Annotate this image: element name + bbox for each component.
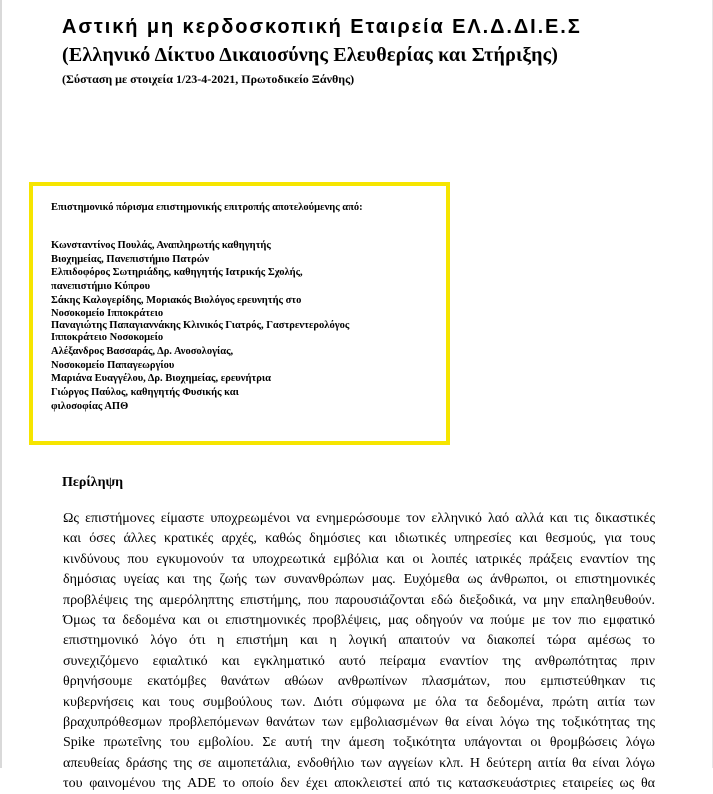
organization-title: Αστική μη κερδοσκοπική Εταιρεία ΕΛ.Δ.ΔΙ.Ε.Σ — [62, 16, 582, 38]
summary-line: κυβερνήσεις και τους συμβούλους των. Διότι σύμφωνα με όλα τα δεδομένα, πρώτη αιτία των — [63, 694, 655, 710]
committee-member-line: Βιοχημείας, Πανεπιστήμιο Πατρών — [51, 253, 210, 265]
summary-line: βραχυπρόθεσμων προβλεπόμενων θανάτων των εμβολιασμένων θα είναι λόγω της τοξικότητας της — [63, 714, 655, 730]
committee-member-line: Κωνσταντίνος Πουλάς, Αναπληρωτής καθηγητής — [51, 240, 271, 251]
committee-heading: Επιστημονικό πόρισμα επιστημονικής επιτροπής αποτελούμενης από: — [51, 202, 363, 213]
committee-member-line: Παναγιώτης Παπαγιαννάκης Κλινικός Γιατρός, Γαστρεντερολόγος — [51, 320, 350, 332]
summary-line: Ως επιστήμονες είμαστε υποχρεωμένοι να ενημερώσουμε τον ελληνικό λαό αλλά και τις δικαστικές — [63, 511, 655, 526]
committee-box — [29, 182, 450, 445]
committee-member-line: Σάκης Καλογερίδης, Μοριακός Βιολόγος ερευνητής στο — [51, 294, 302, 306]
summary-body — [63, 509, 655, 794]
summary-line: και όσες άλλες κρατικές αρχές, καθώς δημόσιες και ιδιωτικές υπηρεσίες και θεσμούς, για τους — [63, 531, 655, 547]
committee-member-list — [51, 239, 349, 413]
committee-member-line: Γιώργος Παύλος, καθηγητής Φυσικής και — [51, 386, 239, 398]
committee-member-line: Νοσοκομείο Ιπποκράτειο — [51, 308, 164, 320]
summary-line: προβλέψεις της αμερόληπτης επιστήμης, που παρουσιάζονται εδώ διεξοδικά, να μην επαληθευθούν. — [63, 592, 655, 608]
committee-member-line: Ιπποκράτειο Νοσοκομείο — [51, 332, 164, 344]
summary-line: θρηνήσουμε εκατόμβες θανάτων αθώων ανθρωπίνων πλασμάτων, που εμπιστεύθηκαν τις — [63, 674, 655, 690]
registration-note: (Σύσταση με στοιχεία 1/23-4-2021, Πρωτοδικείο Ξάνθης) — [62, 72, 355, 86]
summary-line: επιστημονικό λόγο ότι η επιστήμη και η λογική απαιτούν να διακοπεί τώρα αμέσως το — [63, 633, 655, 649]
summary-line: Spike πρωτεΐνης του εμβολίου. Σε αυτή την άμεση τοξικότητα υπάγονται οι θρομβώσεις λόγω — [63, 735, 655, 751]
organization-subtitle: (Ελληνικό Δίκτυο Δικαιοσύνης Ελευθερίας και Στήριξης) — [62, 44, 559, 66]
committee-member-line: φιλοσοφίας ΑΠΘ — [51, 400, 129, 412]
summary-line: Όμως τα δεδομένα και οι επιστημονικές προβλέψεις, μας οδηγούν να πούμε με τον πιο εμφατικό — [63, 612, 655, 628]
committee-member-line: Μαριάνα Ευαγγέλου, Δρ. Βιοχημείας, ερευνήτρια — [51, 373, 271, 385]
summary-line: του φαινομένου της ADE το οποίο δεν έχει αποκλειστεί από τις κατασκευάστριες εταιρείες ως θα — [63, 776, 655, 792]
summary-line: δημόσιας υγείας και της ζωής των συνανθρώπων μας. Ευχόμεθα ως άνθρωποι, οι επιστημονικές — [63, 572, 655, 588]
summary-heading: Περίληψη — [62, 475, 124, 490]
summary-line: κινδύνους που εγκυμονούν τα υποχρεωτικά εμβόλια και οι λοιπές ιατρικές πράξεις εναντίον της — [63, 551, 655, 567]
page-left-edge — [0, 0, 2, 768]
committee-member-line: Νοσοκομείο Παπαγεωργίου — [51, 359, 175, 371]
committee-member-line: Ελπιδοφόρος Σωτηριάδης, καθηγητής Ιατρικής Σχολής, — [51, 267, 303, 279]
committee-member-line: πανεπιστήμιο Κύπρου — [51, 281, 151, 293]
summary-line: απευθείας δράσης της σε αιμοπετάλια, ενδοθήλιο των αγγείων κλπ. Η δεύτερη αιτία θα είναι λόγω — [63, 755, 655, 771]
committee-member-line: Αλέξανδρος Βασσαράς, Δρ. Ανοσολογίας, — [51, 345, 234, 357]
summary-line: συνεχιζόμενο εφιαλτικό και εγκληματικό αυτό πείραμα εναντίον της ανθρωπότητας πριν — [63, 653, 655, 669]
